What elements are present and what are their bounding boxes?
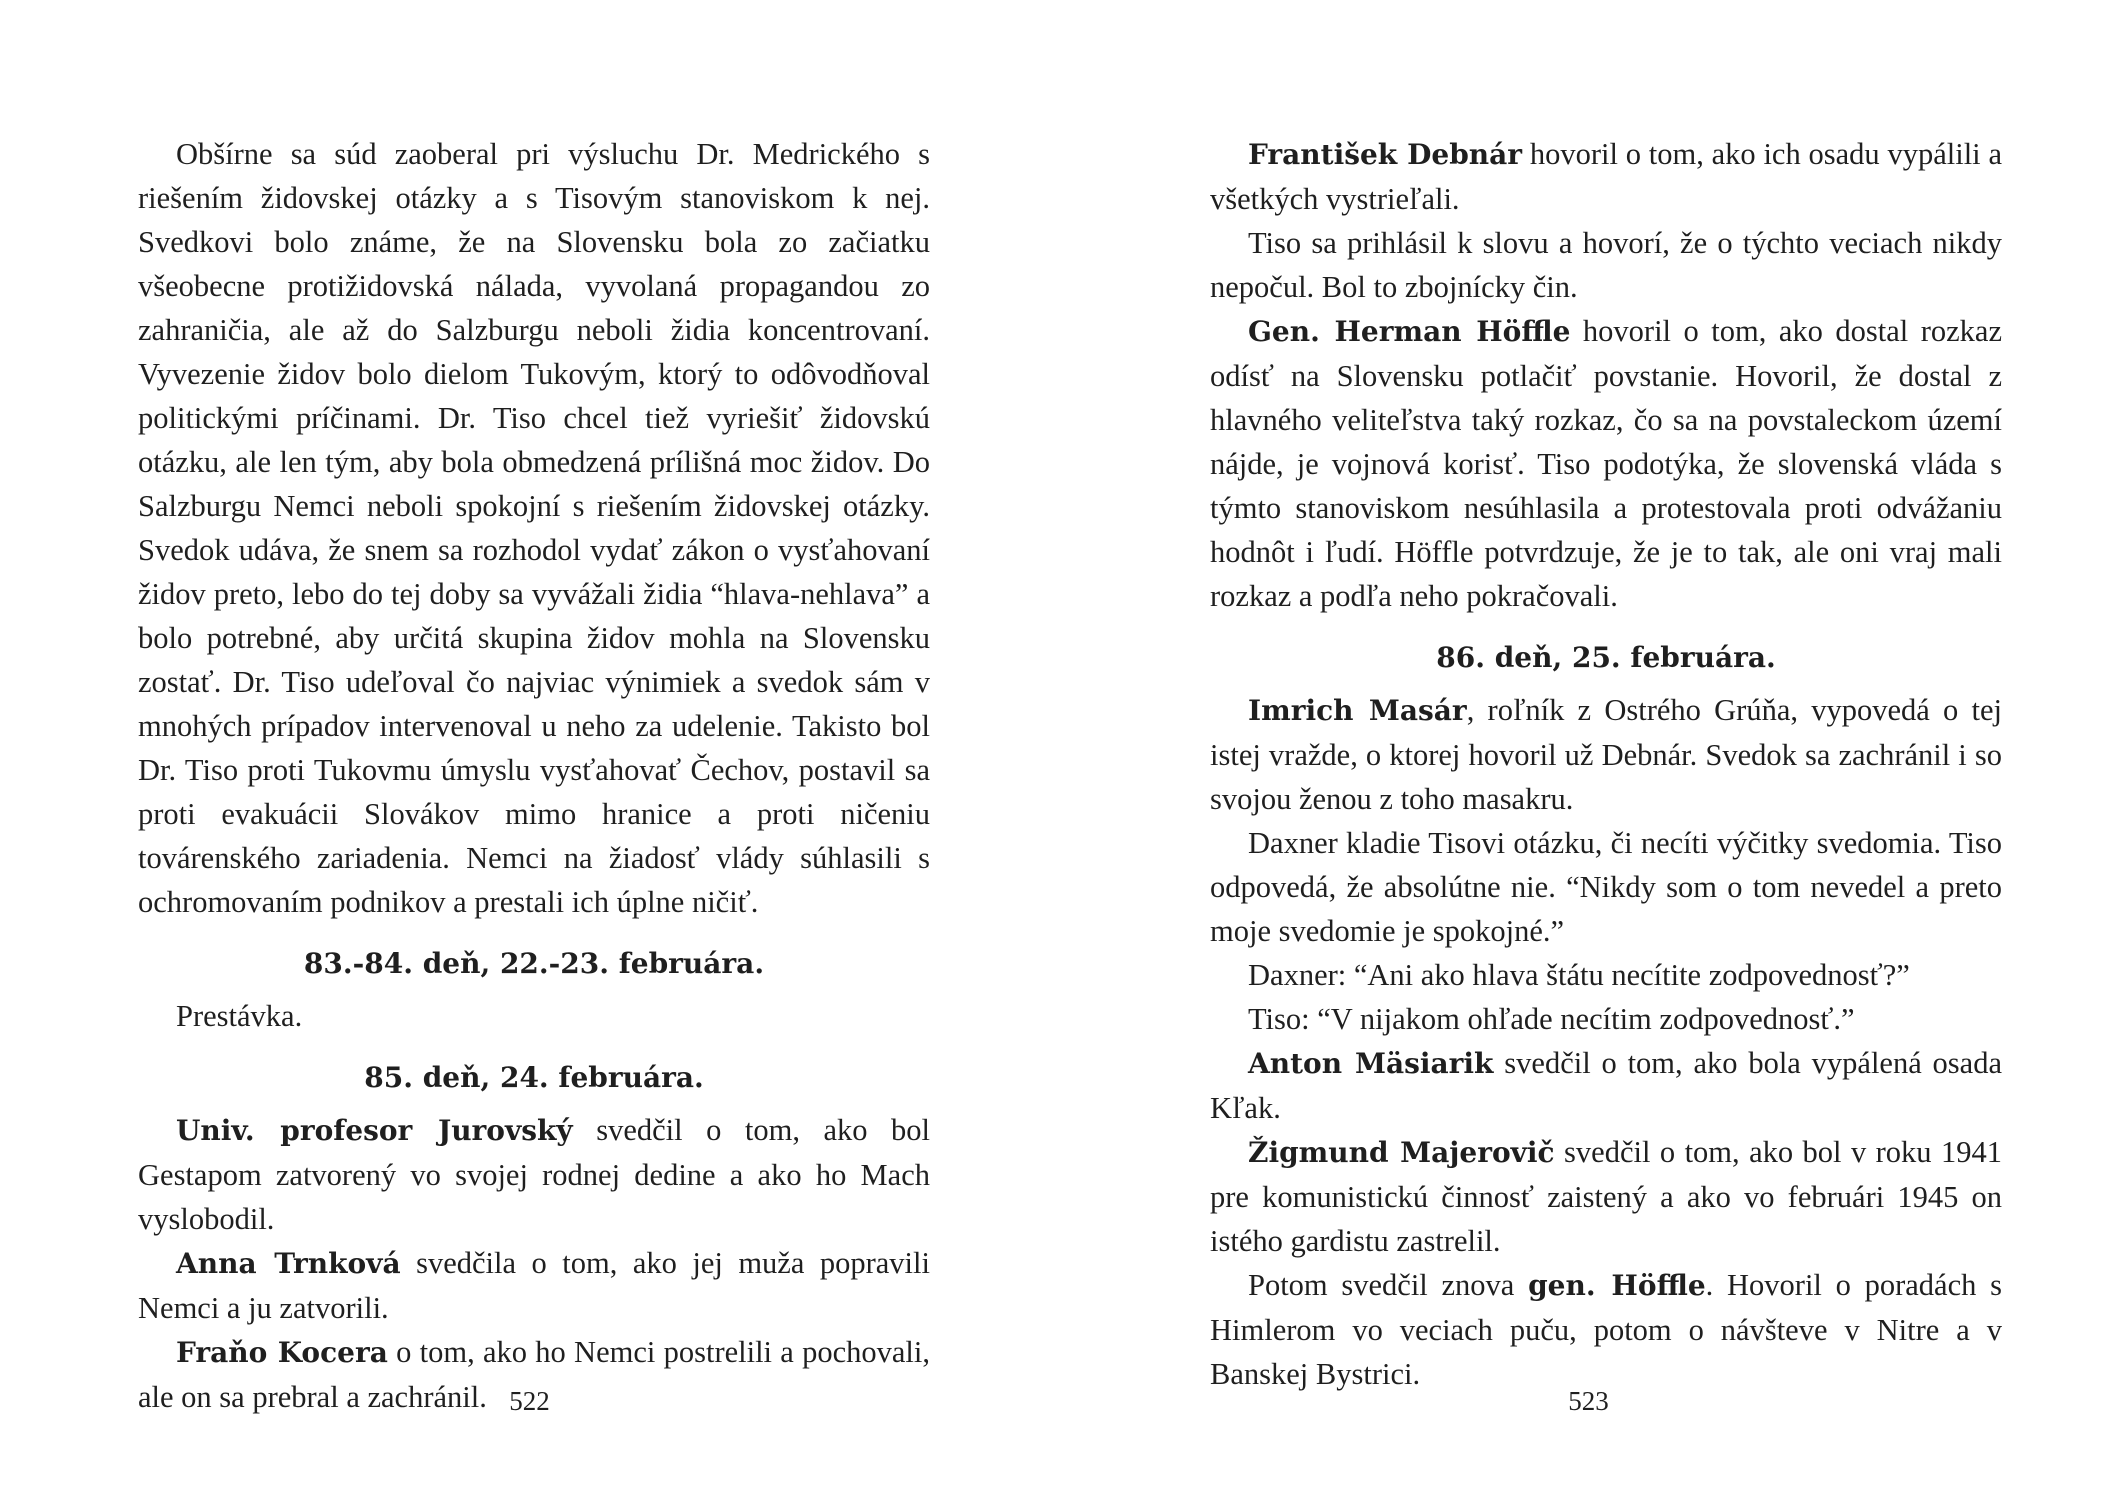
paragraph: Gen. Herman Höffle hovoril o tom, ako dostal rozkaz odísť na Slovensku potlačiť povstanie. Hovoril, že dostal z hlavného veliteľstva taký rozkaz, čo sa na povstaleckom území nájde, je vojnová korisť. Tiso podotýka, že slovenská vláda s týmto stanoviskom nesúhlasila a protestovala proti odvážaniu hodnôt i ľudí. Höffle potvrdzuje, že je to tak, ale oni vraj mali rozkaz a podľa neho pokračovali.: [1210, 314, 2002, 613]
witness-name: Anna Trnková: [176, 1247, 401, 1280]
witness-name: Fraňo Kocera: [176, 1336, 388, 1369]
paragraph: Obšírne sa súd zaoberal pri výsluchu Dr. Medrického s riešením židovskej otázky a s Tisovým stanoviskom k nej. Svedkovi bolo známe, že na Slovensku bola zo začiatku všeobecne protižidovská nálada, vyvolaná propagandou zo zahraničia, ale až do Salzburgu neboli židia koncentrovaní. Vyvezenie židov bolo dielom Tukovým, ktorý to odôvodňoval politickými príčinami. Dr. Tiso chcel tiež vyriešiť židovskú otázku, ale len tým, aby bola obmedzená prílišná moc židov. Do Salzburgu Nemci neboli spokojní s riešením židovskej otázky. Svedok udáva, že snem sa rozhodol vydať zákon o vysťahovaní židov preto, lebo do tej doby sa vyvážali židia “hlava-nehlava” a bolo potrebné, aby určitá skupina židov mohla na Slovensku zostať. Dr. Tiso udeľoval čo najviac výnimiek a svedok sám v mnohých prípadov intervenoval u neho za udelenie. Takisto bol Dr. Tiso proti Tukovmu úmyslu vysťahovať Čechov, postavil sa proti evakuácii Slovákov mimo hranice a proti ničeniu továrenského zariadenia. Nemci na žiadosť vlády súhlasili s ochromovaním podnikov a prestali ich úplne ničiť.: [138, 137, 930, 919]
paragraph: Tiso sa prihlásil k slovu a hovorí, že o týchto veciach nikdy nepočul. Bol to zbojnícky čin.: [1210, 226, 2002, 304]
left-text-block: [138, 132, 930, 1419]
witness-name: František Debnár: [1248, 138, 1523, 171]
witness-name: Gen. Herman Höffle: [1248, 315, 1571, 348]
paragraph: Prestávka.: [176, 999, 303, 1033]
right-page: [1059, 0, 2118, 1500]
paragraph: Fraňo Kocera o tom, ako ho Nemci postrelili a pochovali, ale on sa prebral a zachránil.: [138, 1335, 930, 1414]
paragraph: Anton Mäsiarik svedčil o tom, ako bola vypálená osada Kľak.: [1210, 1046, 2003, 1125]
right-text-block: [1210, 132, 2002, 1396]
witness-name: Anton Mäsiarik: [1248, 1047, 1494, 1080]
paragraph: Univ. profesor Jurovský svedčil o tom, ako bol Gestapom zatvorený vo svojej rodnej dedine a ako ho Mach vyslobodil.: [138, 1113, 930, 1236]
page-number: 523: [1568, 1386, 1609, 1416]
witness-name: gen. Höffle: [1528, 1269, 1706, 1302]
paragraph: Daxner: “Ani ako hlava štátu necítite zodpovednosť?”: [1248, 958, 1910, 992]
day-heading: 86. deň, 25. februára.: [1436, 641, 1776, 674]
paragraph: Žigmund Majerovič svedčil o tom, ako bol v roku 1941 pre komunistickú činnosť zaistený a ako vo februári 1945 on istého gardistu zastrelil.: [1210, 1135, 2002, 1258]
paragraph: Anna Trnková svedčila o tom, ako jej muža popravili Nemci a ju zatvorili.: [138, 1246, 930, 1325]
witness-name: Univ. profesor Jurovský: [176, 1114, 573, 1147]
paragraph: Daxner kladie Tisovi otázku, či necíti výčitky svedomia. Tiso odpovedá, že absolútne nie. “Nikdy som o tom nevedel a preto moje svedomie je spokojné.”: [1210, 826, 2002, 948]
paragraph: František Debnár hovoril o tom, ako ich osadu vypálili a všetkých vystrieľali.: [1210, 137, 2002, 216]
day-heading: 83.-84. deň, 22.-23. februára.: [303, 947, 765, 980]
paragraph: Potom svedčil znova gen. Höffle. Hovoril o poradách s Himlerom vo veciach puču, potom o návšteve v Nitre a v Banskej Bystrici.: [1210, 1268, 2002, 1391]
page-number: 522: [509, 1386, 550, 1416]
witness-name: Imrich Masár: [1248, 694, 1467, 727]
paragraph: Imrich Masár, roľník z Ostrého Grúňa, vypovedá o tej istej vražde, o ktorej hovoril už Debnár. Svedok sa zachránil i so svojou ženou z toho masakru.: [1210, 693, 2003, 816]
paragraph: Tiso: “V nijakom ohľade necítim zodpovednosť.”: [1248, 1002, 1855, 1036]
day-heading: 85. deň, 24. februára.: [364, 1061, 704, 1094]
witness-name: Žigmund Majerovič: [1248, 1136, 1555, 1169]
